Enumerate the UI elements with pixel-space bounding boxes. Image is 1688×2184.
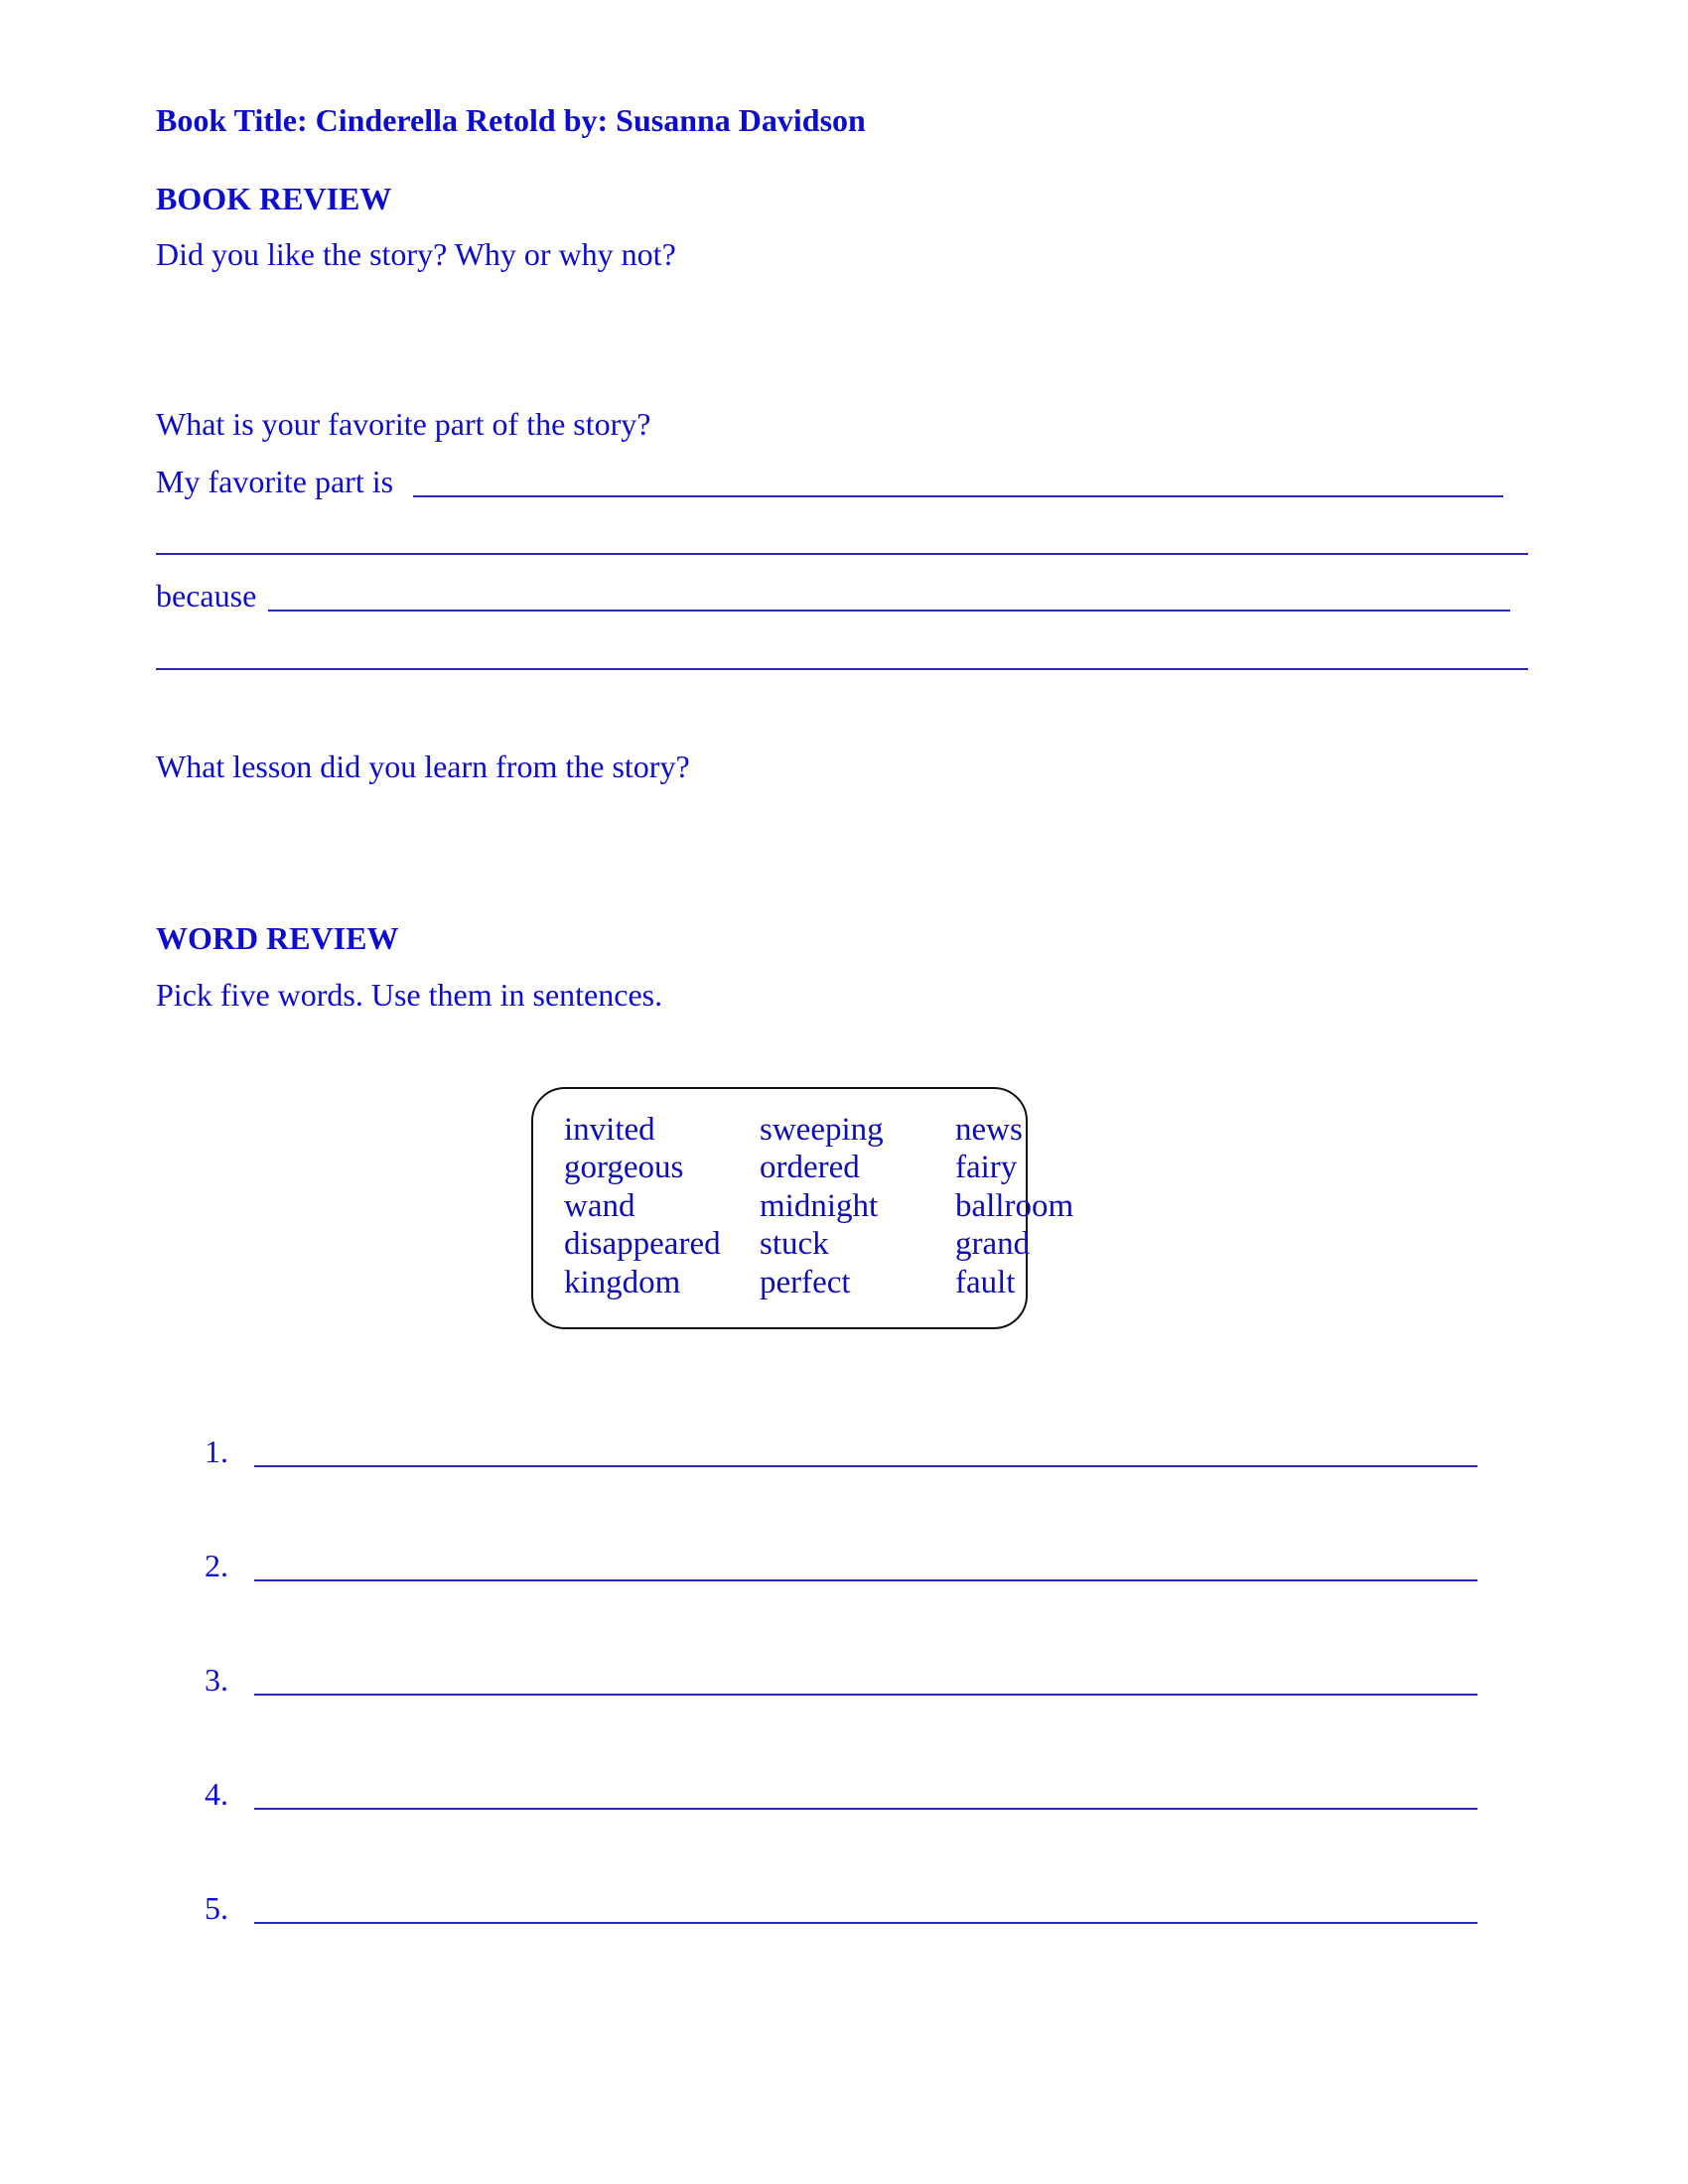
word-bank-word: invited [564, 1112, 655, 1148]
word-bank-word: stuck [760, 1226, 829, 1262]
word-bank-word: grand [955, 1226, 1031, 1262]
word-bank-word: fault [955, 1265, 1016, 1300]
because-answer-line[interactable] [268, 610, 1510, 612]
word-bank-word: perfect [760, 1265, 851, 1300]
word-bank-word: gorgeous [564, 1150, 684, 1185]
book-review-heading: BOOK REVIEW [156, 181, 392, 216]
because-prompt: because [156, 578, 257, 614]
word-bank-word: fairy [955, 1150, 1018, 1185]
favorite-part-answer-line[interactable] [413, 495, 1503, 497]
word-review-instruction: Pick five words. Use them in sentences. [156, 977, 663, 1013]
question-favorite-part: What is your favorite part of the story? [156, 406, 651, 442]
word-bank-word: news [955, 1112, 1023, 1148]
favorite-part-prompt: My favorite part is [156, 464, 394, 499]
sentence-number: 4. [205, 1776, 228, 1812]
word-review-heading: WORD REVIEW [156, 920, 399, 956]
question-like-story: Did you like the story? Why or why not? [156, 236, 676, 272]
favorite-part-continuation-line[interactable] [156, 553, 1528, 555]
sentence-answer-line[interactable] [254, 1922, 1477, 1924]
sentence-number: 5. [205, 1890, 228, 1926]
sentence-number: 2. [205, 1548, 228, 1583]
sentence-answer-line[interactable] [254, 1808, 1477, 1810]
sentence-answer-line[interactable] [254, 1694, 1477, 1696]
because-continuation-line[interactable] [156, 668, 1528, 670]
book-title: Book Title: Cinderella Retold by: Susanna Davidson [156, 102, 866, 138]
sentence-answer-line[interactable] [254, 1465, 1477, 1467]
word-bank-word: sweeping [760, 1112, 884, 1148]
word-bank-word: ballroom [955, 1188, 1074, 1224]
word-bank-word: ordered [760, 1150, 860, 1185]
word-bank-word: kingdom [564, 1265, 681, 1300]
sentence-number: 1. [205, 1433, 228, 1469]
word-bank-word: disappeared [564, 1226, 721, 1262]
word-bank-word: wand [564, 1188, 635, 1224]
sentence-answer-line[interactable] [254, 1579, 1477, 1581]
question-lesson: What lesson did you learn from the story? [156, 749, 690, 784]
sentence-number: 3. [205, 1662, 228, 1698]
word-bank-word: midnight [760, 1188, 879, 1224]
